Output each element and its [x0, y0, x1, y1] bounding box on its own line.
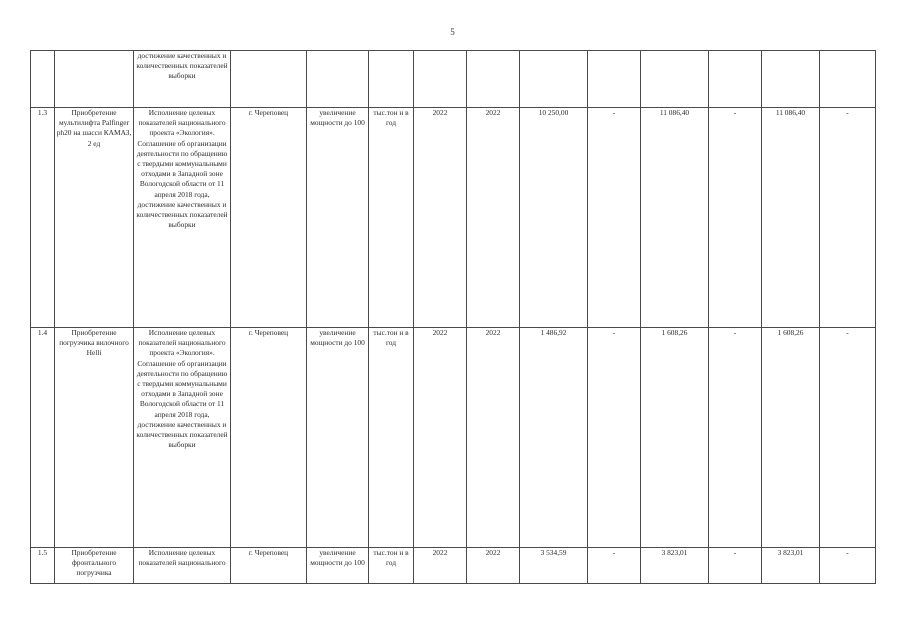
cost-3: 11 086,40: [762, 108, 820, 328]
cost-1: 3 534,59: [520, 548, 588, 584]
cost-2: 1 608,26: [641, 328, 709, 548]
table-row: [31, 328, 876, 548]
cost-2-extra: -: [709, 548, 762, 584]
year-end: 2022: [467, 548, 520, 584]
item-name: Приобретение мультилифта Palfinger ph20 на шасси КАМАЗ, 2 ед: [55, 108, 134, 328]
cost-1: 1 486,92: [520, 328, 588, 548]
row-number: 1.5: [31, 548, 55, 584]
item-name: Приобретение фронтального погрузчика: [55, 548, 134, 584]
item-name: Приобретение погрузчика вилочного Helli: [55, 328, 134, 548]
goal-cell: Исполнение целевых показателей национального проекта «Экология». Соглашение об организации деятельности по обращению с твердыми коммунальными отходами в Западной зоне Вологодской области от 11 апреля 2018 года, достижение качественных и количественных показателей выборки: [134, 328, 231, 548]
goal-cell: Исполнение целевых показателей национального проекта «Экология». Соглашение об организации деятельности по обращению с твердыми коммунальными отходами в Западной зоне Вологодской области от 11 апреля 2018 года, достижение качественных и количественных показателей выборки: [134, 108, 231, 328]
year-start: 2022: [414, 108, 467, 328]
cost-1-extra: -: [588, 108, 641, 328]
year-end: 2022: [467, 108, 520, 328]
unit-cell: тыс.тон н в год: [369, 548, 414, 584]
year-start: 2022: [414, 328, 467, 548]
table-row: [31, 548, 876, 584]
row-number: 1.4: [31, 328, 55, 548]
unit-cell: тыс.тон н в год: [369, 108, 414, 328]
cost-2-extra: -: [709, 108, 762, 328]
cost-1: 10 250,00: [520, 108, 588, 328]
cost-1-extra: -: [588, 328, 641, 548]
page-number: 5: [450, 27, 455, 37]
cost-3-extra: -: [820, 328, 876, 548]
year-end: 2022: [467, 328, 520, 548]
effect-cell: увеличение мощности до 100: [307, 328, 369, 548]
table-row: [31, 108, 876, 328]
cost-3-extra: -: [820, 548, 876, 584]
table-row-continuation: [31, 51, 876, 108]
year-start: 2022: [414, 548, 467, 584]
investment-program-table: [30, 50, 876, 584]
cost-3: 1 608,26: [762, 328, 820, 548]
cost-2-extra: -: [709, 328, 762, 548]
cost-2: 11 086,40: [641, 108, 709, 328]
cost-3: 3 823,01: [762, 548, 820, 584]
unit-cell: тыс.тон н в год: [369, 328, 414, 548]
cost-3-extra: -: [820, 108, 876, 328]
location-cell: г. Череповец: [231, 108, 307, 328]
row-number: 1.3: [31, 108, 55, 328]
goal-cell: Исполнение целевых показателей национального: [134, 548, 231, 584]
effect-cell: увеличение мощности до 100: [307, 108, 369, 328]
location-cell: г. Череповец: [231, 548, 307, 584]
effect-cell: увеличение мощности до 100: [307, 548, 369, 584]
cost-2: 3 823,01: [641, 548, 709, 584]
cost-1-extra: -: [588, 548, 641, 584]
location-cell: г. Череповец: [231, 328, 307, 548]
goal-cell: достижение качественных и количественных показателей выборки: [134, 51, 231, 108]
